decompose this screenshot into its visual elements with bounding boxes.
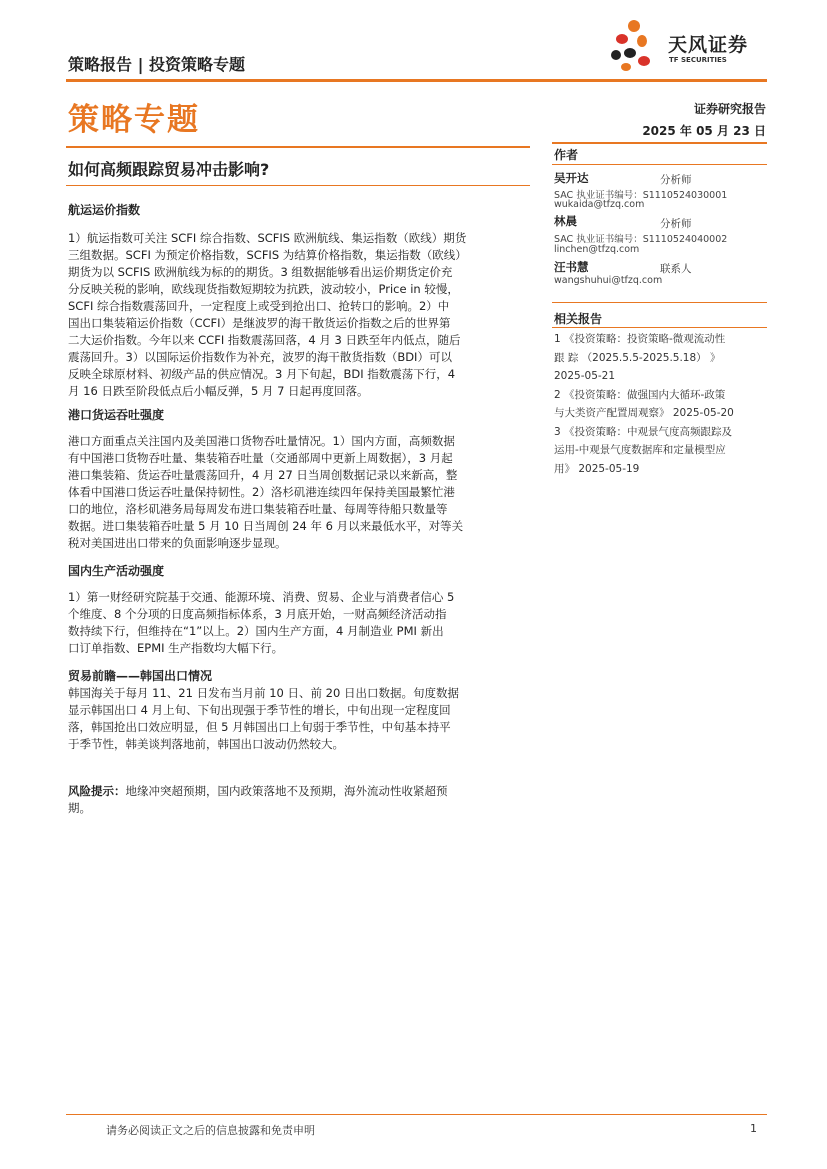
text-line: 1）第一财经研究院基于交通、能源环境、消费、贸易、企业与消费者信心 5	[68, 590, 455, 604]
related-report-line[interactable]: 与大类资产配置周观察》 2025-05-20	[554, 407, 734, 419]
logo-name-cn: 天风证券	[668, 34, 749, 56]
authors-divider	[552, 164, 767, 165]
text-line: 体看中国港口货运吞吐量保持韧性。2）洛杉矶港连续四年保持美国最繁忙港	[68, 485, 455, 499]
related-top-divider	[552, 302, 767, 303]
text-line: 港口方面重点关注国内及美国港口货物吞吐量情况。1）国内方面，高频数据	[68, 434, 455, 448]
text-line: 税对美国进出口带来的负面影响逐步显现。	[68, 536, 287, 550]
risk-line-1	[68, 783, 528, 800]
author-name: 林晨	[554, 214, 577, 228]
text-line: 韩国海关于每月 11、21 日发布当月前 10 日、前 20 日出口数据。旬度数据	[68, 686, 459, 700]
text-line: 月 16 日跌至阶段低点后小幅反弹，5 月 7 日起再度回落。	[68, 384, 369, 398]
report-subtitle: 如何高频跟踪贸易冲击影响?	[68, 160, 270, 179]
logo-petal-red-1	[616, 34, 628, 44]
section-korea-export	[68, 667, 528, 753]
author-name: 汪书慧	[554, 260, 589, 274]
logo-petal-orange-1	[637, 35, 647, 47]
text-line: 港口集装箱、货运吞吐量震荡回升，4 月 27 日当周创数据记录以来新高，整	[68, 468, 458, 482]
section-shipping	[68, 201, 528, 400]
text-line: 于季节性，韩美谈判落地前，韩国出口波动仍然较大。	[68, 737, 344, 751]
section-heading: 国内生产活动强度	[68, 564, 165, 578]
text-line: SCFI 综合指数震荡回升，一定程度上或受到抢出口、抢转口的影响。2）中	[68, 299, 450, 313]
text-line: 1）航运指数可关注 SCFI 综合指数、SCFIS 欧洲航线、集运指数（欧线）期货	[68, 231, 467, 245]
text-line: 个维度、8 个分项的日度高频指标体系，3 月底开始，一财高频经济活动指	[68, 607, 447, 621]
text-line: 显示韩国出口 4 月上旬、下旬出现强于季节性的增长，中旬出现一定程度回	[68, 703, 451, 717]
section-body	[68, 685, 528, 753]
author-role: 分析师	[660, 218, 692, 230]
section-production	[68, 562, 528, 657]
author-role: 分析师	[660, 174, 692, 186]
text-line: 反映全球原材料、初级产品的供应情况。3 月下旬起，BDI 指数震荡下行，4	[68, 367, 456, 381]
related-report-line[interactable]: 3 《投资策略：中观景气度高频跟踪及	[554, 425, 733, 438]
logo-petal-dark-2	[611, 50, 621, 60]
tf-securities-logo-icon	[608, 17, 664, 73]
text-line: 口的地位，洛杉矶港务局每周发布进口集装箱吞吐量、每周等待船只数量等	[68, 502, 448, 516]
related-report-list	[554, 330, 768, 478]
text-line: 有中国港口货物吞吐量、集装箱吞吐量（交通部周中更新上周数据），3 月起	[68, 451, 453, 465]
report-category: 策略报告 | 投资策略专题	[68, 55, 245, 74]
section-heading: 港口货运吞吐强度	[68, 408, 165, 422]
related-report-line[interactable]: 运用-中观景气度数据库和定量模型应	[554, 444, 726, 456]
text-line: 落，韩国抢出口效应明显，但 5 月韩国出口上旬弱于季节性，中旬基本持平	[68, 720, 451, 734]
text-line: 数持续下行，但维持在“1”以上。2）国内生产方面，4 月制造业 PMI 新出	[68, 624, 444, 638]
author-email[interactable]: wangshuhui@tfzq.com	[554, 275, 663, 286]
related-report-line[interactable]: 2 《投资策略：做强国内大循环-政策	[554, 388, 726, 401]
related-divider	[552, 327, 767, 328]
section-body	[68, 433, 528, 552]
text-line: 国出口集装箱运价指数（CCFI）是继波罗的海干散货运价指数之后的世界第	[68, 316, 451, 330]
section-heading: 贸易前瞻——韩国出口情况	[68, 669, 213, 683]
author-name: 吴开达	[554, 171, 589, 185]
author-email[interactable]: linchen@tfzq.com	[554, 244, 640, 255]
section-body	[68, 230, 528, 400]
text-line: 期货为以 SCFIS 欧洲航线为标的的期货。3 组数据能够看出运价期货定价充	[68, 265, 453, 279]
risk-warning	[68, 783, 528, 817]
author-role: 联系人	[660, 263, 692, 275]
section-body	[68, 589, 528, 657]
footer-disclaimer: 请务必阅读正文之后的信息披露和免责申明	[106, 1124, 315, 1137]
text-line: 分反映关税的影响，欧线现货指数短期较为抗跌，波动较小，Price in 较慢，	[68, 282, 459, 296]
sidebar-top-divider	[552, 142, 767, 144]
logo-petal-orange-2	[621, 63, 631, 71]
related-report-line[interactable]: 用》 2025-05-19	[554, 462, 640, 475]
page-title: 策略专题	[68, 102, 200, 138]
text-line: 口订单指数、EPMI 生产指数均大幅下行。	[68, 641, 284, 655]
author-cert: SAC 执业证书编号：S1110524040002	[554, 234, 728, 245]
text-line: 数据。进口集装箱吞吐量 5 月 10 日当周创 24 年 6 月以来最低水平，对等关	[68, 519, 464, 533]
related-report-line: 2025-05-21	[554, 370, 616, 382]
related-report-line[interactable]: 跟 踪 （2025.5.5-2025.5.18） 》	[554, 351, 721, 364]
related-report-line[interactable]: 1 《投资策略：投资策略-微观流动性	[554, 333, 726, 345]
author-email[interactable]: wukaida@tfzq.com	[554, 199, 645, 210]
text-line: 二大运价指数。今年以来 CCFI 指数震荡回落，4 月 3 日跌至年内低点，随后	[68, 333, 461, 347]
section-port	[68, 406, 528, 552]
logo-dot-orange	[628, 20, 640, 32]
author-cert: SAC 执业证书编号：S1110524030001	[554, 190, 728, 201]
risk-line-2: 期。	[68, 801, 91, 815]
title-divider	[66, 146, 530, 148]
subtitle-divider	[66, 185, 530, 186]
logo-petal-red-2	[638, 56, 650, 66]
footer-divider	[66, 1114, 767, 1115]
report-type: 证券研究报告	[693, 102, 766, 116]
related-heading: 相关报告	[554, 312, 603, 326]
section-heading: 航运运价指数	[68, 203, 141, 217]
text-line: 三组数据。SCFI 为预定价格指数，SCFIS 为结算价格指数，集运指数（欧线）	[68, 248, 467, 262]
page-number: 1	[750, 1122, 757, 1135]
risk-text: 地缘冲突超预期，国内政策落地不及预期，海外流动性收紧超预	[125, 784, 448, 798]
authors-heading: 作者	[554, 148, 579, 162]
text-line: 震荡回升。3）以国际运价指数作为补充，波罗的海干散货指数（BDI）可以	[68, 350, 452, 364]
logo-name-en: TF SECURITIES	[669, 56, 727, 64]
risk-label: 风险提示：	[68, 784, 126, 798]
header-divider	[66, 79, 767, 82]
logo-petal-dark-1	[624, 48, 636, 58]
report-date: 2025 年 05 月 23 日	[642, 124, 766, 138]
